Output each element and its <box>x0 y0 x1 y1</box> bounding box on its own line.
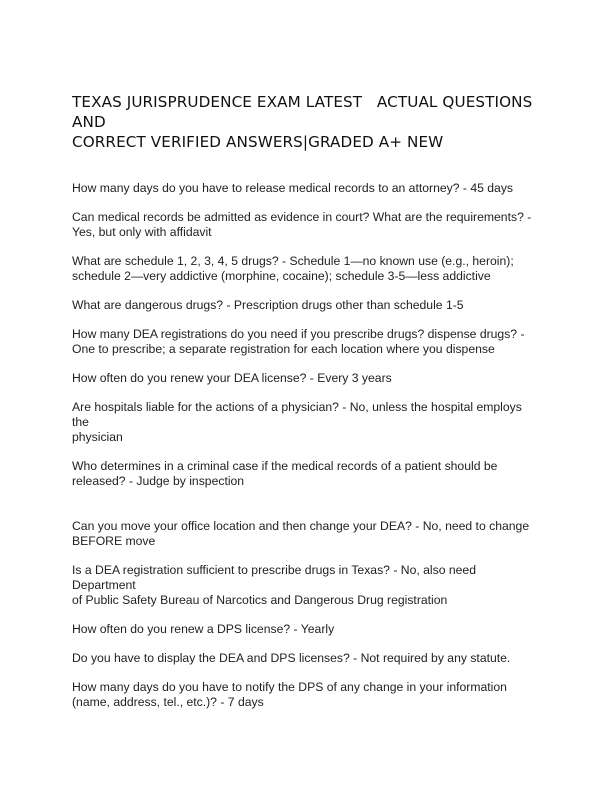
qa-list <box>72 181 542 724</box>
qa-text: schedule 2—very addictive (morphine, cocaine); schedule 3-5—less addictive <box>72 269 491 283</box>
qa-text: How often do you renew your DEA license? - Every 3 years <box>72 371 392 385</box>
qa-item <box>72 680 542 710</box>
qa-text: How many DEA registrations do you need if you prescribe drugs? dispense drugs? - <box>72 327 525 341</box>
qa-text: (name, address, tel., etc.)? - 7 days <box>72 695 264 709</box>
qa-text: released? - Judge by inspection <box>72 474 245 488</box>
title-line: AND <box>72 113 106 131</box>
qa-item <box>72 298 542 313</box>
qa-text: One to prescribe; a separate registration for each location where you dispense <box>72 342 495 356</box>
qa-text: Is a DEA registration sufficient to prescribe drugs in Texas? - No, also need Department <box>72 563 476 592</box>
qa-text: Can medical records be admitted as evidence in court? What are the requirements? - <box>72 210 532 224</box>
qa-item <box>72 181 542 196</box>
document-title <box>72 92 542 152</box>
qa-text: of Public Safety Bureau of Narcotics and Dangerous Drug registration <box>72 593 448 607</box>
qa-text: physician <box>72 430 123 444</box>
qa-text: What are dangerous drugs? - Prescription drugs other than schedule 1-5 <box>72 298 464 312</box>
qa-item <box>72 210 542 240</box>
qa-text: How often do you renew a DPS license? - Yearly <box>72 622 335 636</box>
qa-text: Are hospitals liable for the actions of a physician? - No, unless the hospital employs the <box>72 400 522 429</box>
qa-item <box>72 519 542 549</box>
qa-text: How many days do you have to release medical records to an attorney? - 45 days <box>72 181 514 195</box>
qa-item <box>72 254 542 284</box>
title-line: TEXAS JURISPRUDENCE EXAM LATEST ACTUAL QUESTIONS <box>72 93 533 111</box>
qa-text: What are schedule 1, 2, 3, 4, 5 drugs? - Schedule 1—no known use (e.g., heroin); <box>72 254 514 268</box>
qa-item <box>72 459 542 489</box>
qa-text: Do you have to display the DEA and DPS licenses? - Not required by any statute. <box>72 651 511 665</box>
qa-item <box>72 371 542 386</box>
qa-item <box>72 400 542 445</box>
title-line: CORRECT VERIFIED ANSWERS|GRADED A+ NEW <box>72 133 444 151</box>
qa-text: Can you move your office location and then change your DEA? - No, need to change <box>72 519 530 533</box>
qa-text: Yes, but only with affidavit <box>72 225 212 239</box>
qa-text: How many days do you have to notify the DPS of any change in your information <box>72 680 507 694</box>
qa-item <box>72 622 542 637</box>
qa-item <box>72 651 542 666</box>
qa-text: BEFORE move <box>72 534 156 548</box>
qa-item <box>72 563 542 608</box>
qa-text: Who determines in a criminal case if the medical records of a patient should be <box>72 459 498 473</box>
qa-item <box>72 327 542 357</box>
